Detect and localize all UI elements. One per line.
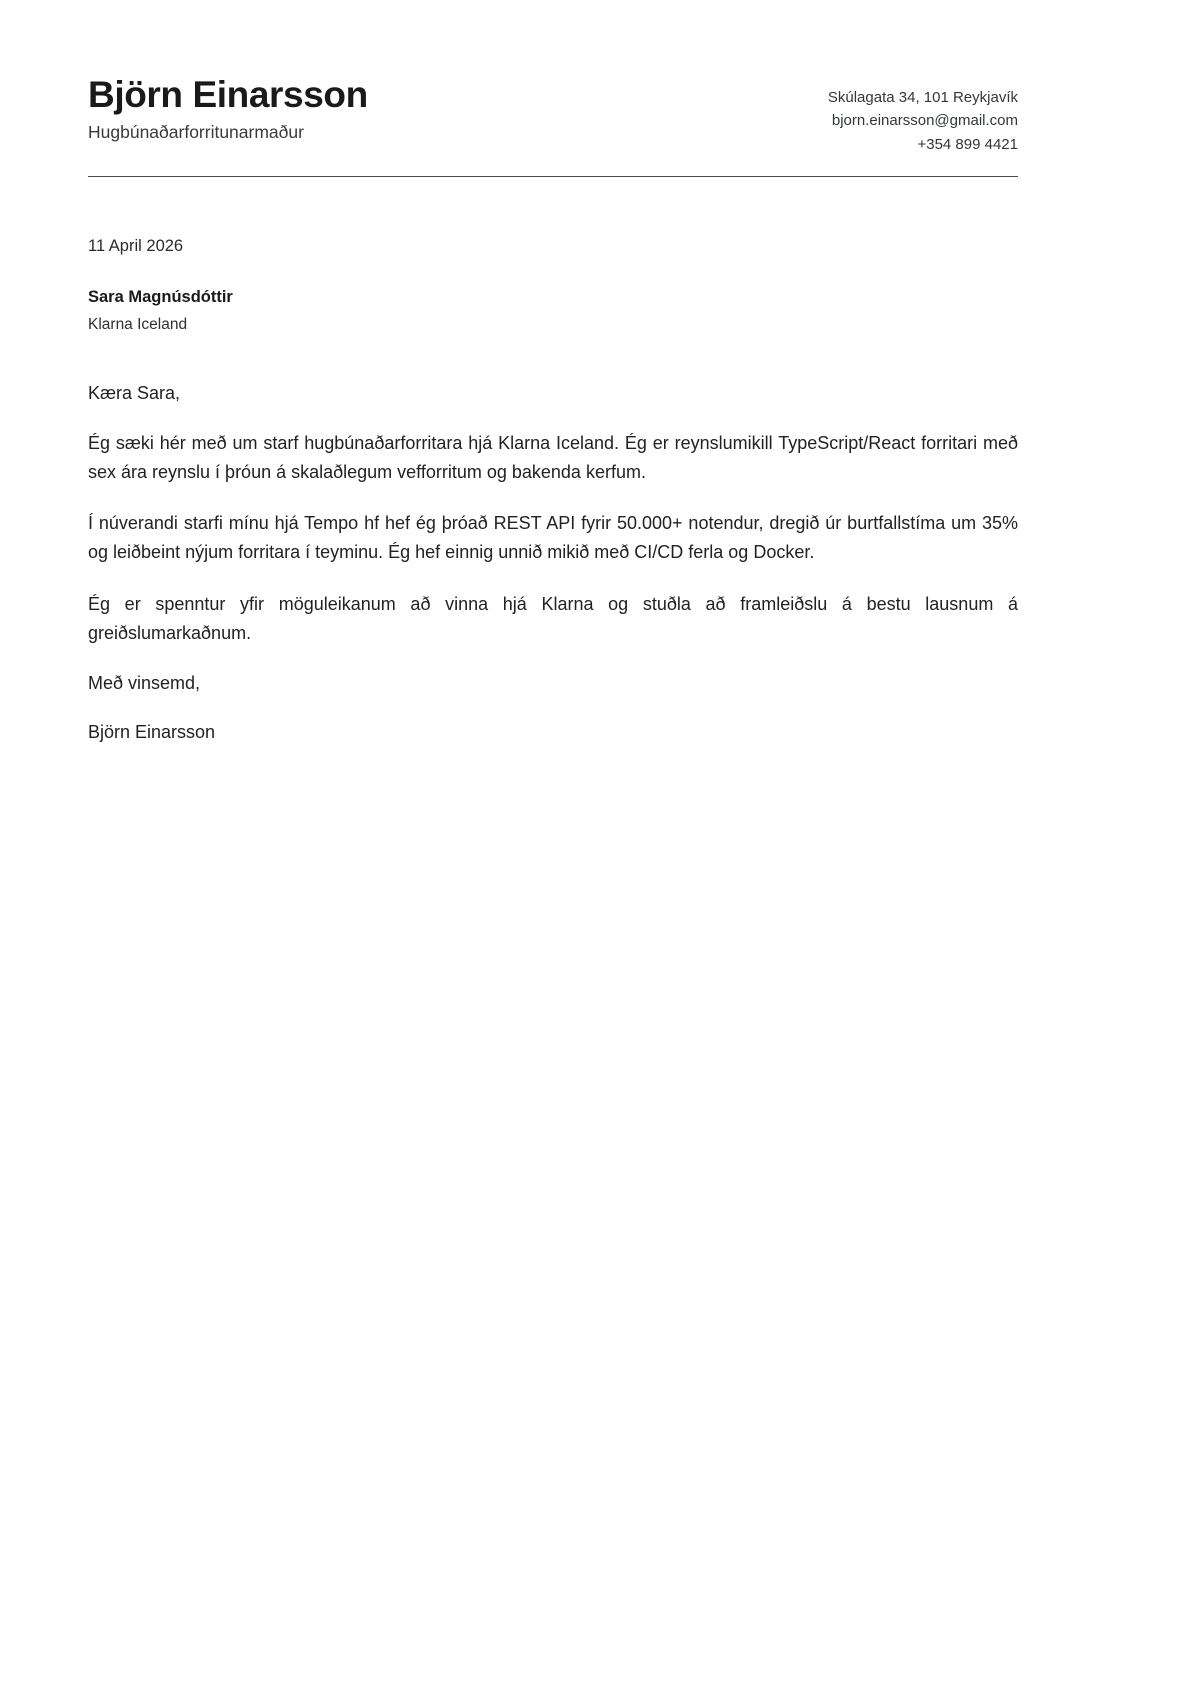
letter-body xyxy=(88,380,1018,746)
contact-email[interactable]: bjorn.einarsson@gmail.com xyxy=(831,112,1018,130)
recipient-company: Klarna Iceland xyxy=(88,315,188,333)
contact-block xyxy=(828,72,1018,156)
recipient-name: Sara Magnúsdóttir xyxy=(88,287,233,306)
body-paragraph: Ég sæki hér með um starf hugbúnaðarforritara hjá Klarna Iceland. Ég er reynslumikill TypeScript/React forritari með sex ára reynslu í þróun á skalaðlegum vefforritum og bakenda kerfum. xyxy=(88,433,1018,483)
letter-sheet xyxy=(88,0,1018,746)
body-paragraph: Ég er spenntur yfir möguleikanum að vinna hjá Klarna og stuðla að framleiðslu á bestu lausnum á greiðslumarkaðnum. xyxy=(88,593,1018,643)
contact-phone[interactable]: +354 899 4421 xyxy=(917,135,1018,153)
signature-name: Björn Einarsson xyxy=(88,721,216,742)
letter-meta xyxy=(88,235,1018,336)
body-paragraph: Í núverandi starfi mínu hjá Tempo hf hef ég þróað REST API fyrir 50.000+ notendur, dregið úr burtfallstíma um 35% og leiðbeint nýjum forritara í teyminu. Ég hef einnig unnið mikið með CI/CD ferla og Docker. xyxy=(88,513,1018,563)
salutation: Kæra Sara, xyxy=(88,383,181,404)
candidate-name: Björn Einarsson xyxy=(88,74,368,115)
closing-line: Með vinsemd, xyxy=(88,672,201,693)
contact-address: Skúlagata 34, 101 Reykjavík xyxy=(827,89,1018,106)
header-divider xyxy=(88,176,1018,177)
candidate-job-title: Hugbúnaðarforritunarmaður xyxy=(88,122,304,143)
letter-header xyxy=(88,0,1018,156)
letter-date: 11 April 2026 xyxy=(88,236,184,255)
recipient-block xyxy=(88,286,1018,336)
identity-block xyxy=(88,72,368,143)
